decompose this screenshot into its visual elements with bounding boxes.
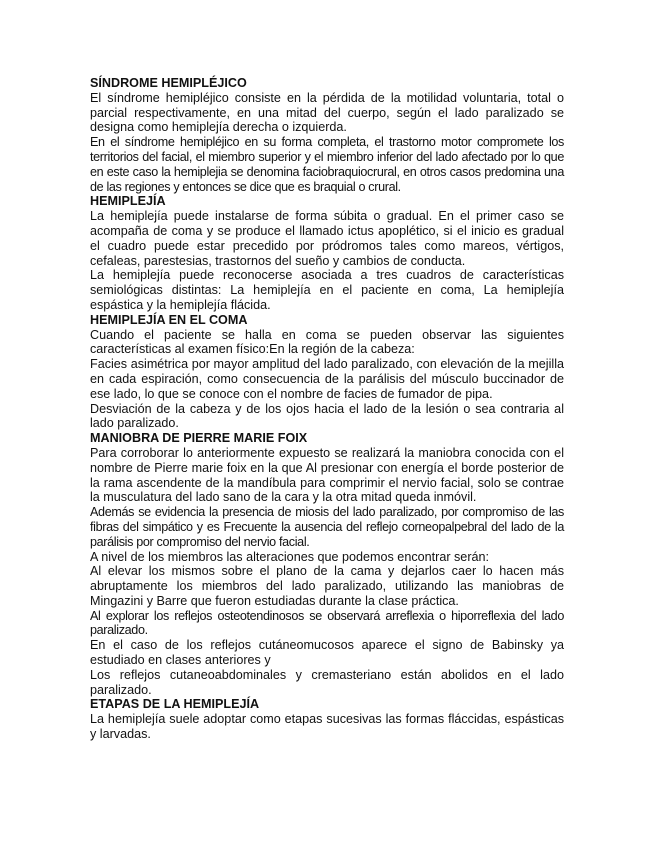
paragraph: Los reflejos cutaneoabdominales y cremasteriano están abolidos en el lado paralizado. — [90, 667, 564, 697]
paragraph: La hemiplejía puede reconocerse asociada a tres cuadros de características semiológicas distintas: La hemiplejía en el paciente en coma, La hemiplejía espástica y la hemiplejía flácida. — [90, 268, 564, 312]
paragraph: En el síndrome hemipléjico en su forma completa, el trastorno motor compromete los territorios del facial, el miembro superior y el miembro inferior del lado afectado por lo que en este caso la hemiplejia se denomina faciobraquiocrural, en otros casos predomina una de las regiones y entonces se dice que es braquial o crural. — [90, 135, 564, 194]
paragraph: Al explorar los reflejos osteotendinosos se observará arreflexia o hiporreflexia del lado paralizado. — [90, 608, 564, 638]
section-hemiplejia — [90, 194, 564, 312]
paragraph: El síndrome hemipléjico consiste en la pérdida de la motilidad voluntaria, total o parcial respectivamente, en una mitad del cuerpo, según el lado paralizado se designa como hemiplejía derecha o izquierda. — [90, 90, 564, 135]
section-heading: MANIOBRA DE PIERRE MARIE FOIX — [90, 431, 308, 446]
paragraph: A nivel de los miembros las alteraciones que podemos encontrar serán: — [90, 549, 490, 564]
section-heading: HEMIPLEJÍA — [90, 194, 166, 209]
paragraph: Desviación de la cabeza y de los ojos hacia el lado de la lesión o sea contraria al lado paralizado. — [90, 401, 564, 431]
paragraph: Además se evidencia la presencia de miosis del lado paralizado, por compromiso de las fibras del simpático y es Frecuente la ausencia del reflejo corneopalpebral del lado de la parálisis por compromiso del nervio facial. — [90, 505, 564, 549]
section-hemiplejia-en-el-coma — [90, 313, 564, 431]
section-heading: HEMIPLEJÍA EN EL COMA — [90, 312, 248, 327]
section-sindrome-hemiplejico — [90, 76, 564, 194]
paragraph: Facies asimétrica por mayor amplitud del lado paralizado, con elevación de la mejilla en cada espiración, como consecuencia de la parálisis del músculo buccinador de ese lado, lo que se conoce con el nombre de facies de fumador de pipa. — [90, 357, 564, 401]
section-heading: SÍNDROME HEMIPLÉJICO — [90, 76, 247, 90]
paragraph: Para corroborar lo anteriormente expuesto se realizará la maniobra conocida con el nombre de Pierre marie foix en la que Al presionar con energía el borde posterior de la rama ascendente de la mandíbula para comprimir el nervio facial, solo se contrae la musculatura del lado sano de la cara y la otra mitad queda inmóvil. — [90, 445, 564, 505]
paragraph: Al elevar los mismos sobre el plano de la cama y dejarlos caer lo hacen más abruptamente los miembros del lado paralizado, utilizando las maniobras de Mingazini y Barre que fueron estudiadas durante la clase práctica. — [90, 564, 564, 608]
paragraph: La hemiplejía suele adoptar como etapas sucesivas las formas fláccidas, espásticas y larvadas. — [90, 712, 564, 742]
section-etapas-de-la-hemiplejia — [90, 697, 564, 741]
paragraph: Cuando el paciente se halla en coma se pueden observar las siguientes características al examen físico:En la región de la cabeza: — [90, 327, 564, 357]
section-heading: ETAPAS DE LA HEMIPLEJÍA — [90, 697, 260, 712]
section-maniobra-pierre-marie-foix — [90, 431, 564, 697]
document-page — [90, 76, 564, 742]
paragraph: En el caso de los reflejos cutáneomucosos aparece el signo de Babinsky ya estudiado en clases anteriores y — [90, 638, 564, 668]
paragraph: La hemiplejía puede instalarse de forma súbita o gradual. En el primer caso se acompaña de coma y se produce el llamado ictus apoplético, si el inicio es gradual el cuadro puede estar precedido por pródromos tales como mareos, vértigos, cefaleas, parestesias, trastornos del sueño y cambios de conducta. — [90, 209, 564, 268]
